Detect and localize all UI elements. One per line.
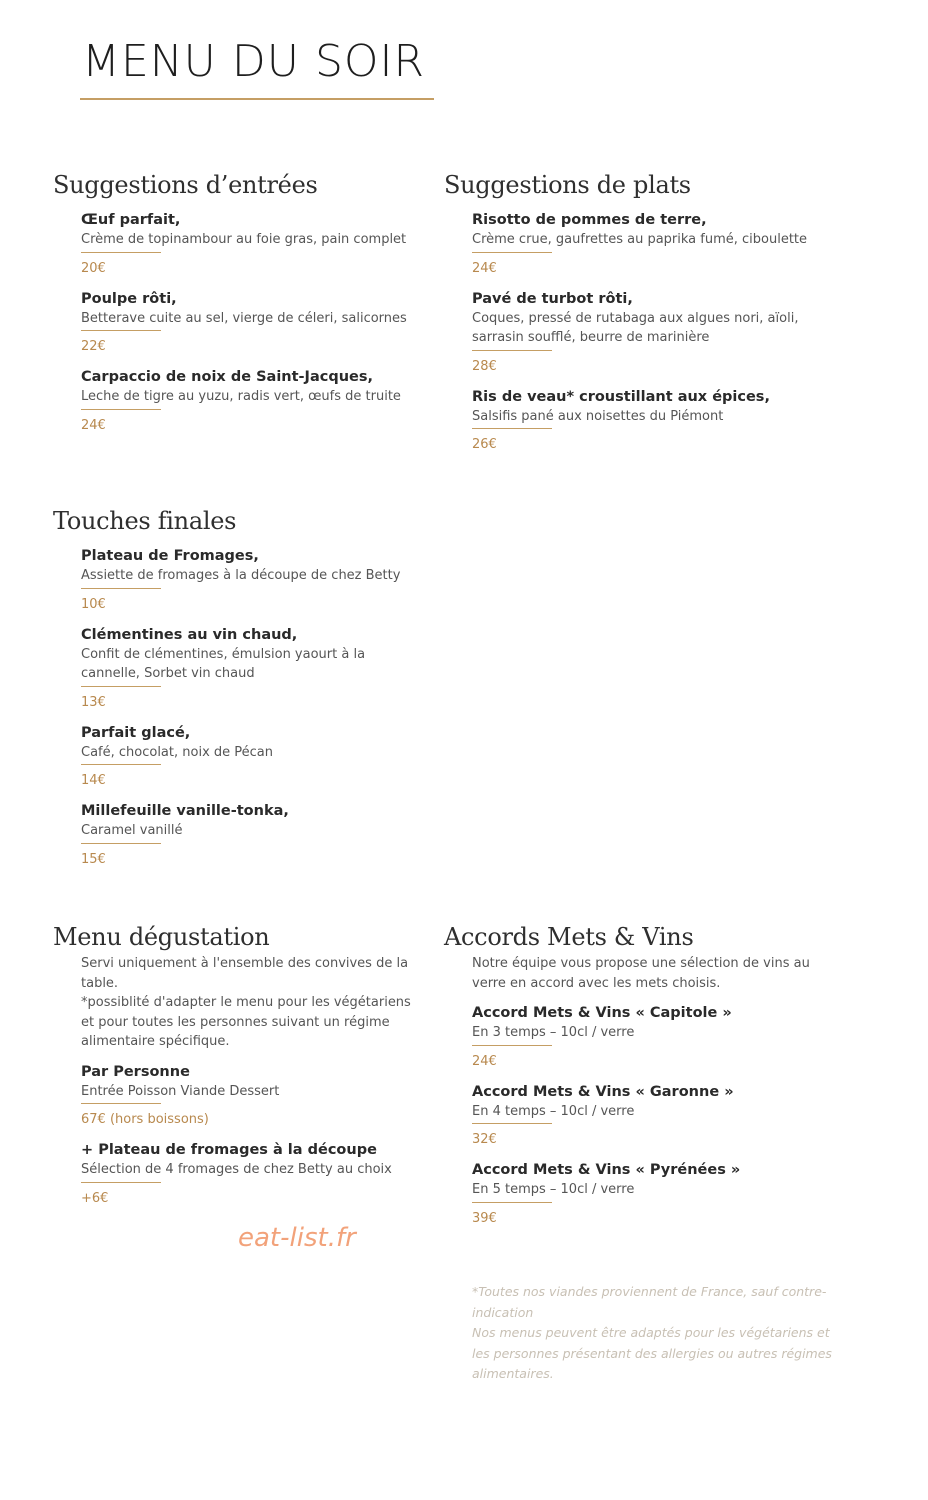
dish-price: +6€ (81, 1190, 109, 1206)
dish-price: 20€ (81, 260, 106, 276)
dish-carpaccio (81, 367, 461, 436)
dish-name: Millefeuille vanille-tonka, (81, 803, 289, 819)
section-intro (472, 954, 817, 993)
section-title-degustation: Menu dégustation (53, 923, 270, 951)
dish-parfait-glace (81, 723, 461, 792)
section-intro (81, 954, 426, 1052)
dish-description: Entrée Poisson Viande Dessert (81, 1082, 426, 1107)
dish-name: Parfait glacé, (81, 724, 191, 741)
page-title: MENU DU SOIR (82, 36, 426, 87)
dish-name: Plateau de Fromages, (81, 548, 259, 564)
title-underline (80, 98, 434, 100)
dish-supplement-fromages (81, 1140, 461, 1209)
dish-name: + Plateau de fromages à la découpe (81, 1142, 377, 1158)
section-finales (53, 506, 461, 880)
dish-name: Pavé de turbot rôti, (472, 290, 633, 307)
dish-price: 24€ (472, 1053, 497, 1069)
dish-description: Café, chocolat, noix de Pécan (81, 743, 426, 768)
footnote-line: *Toutes nos viandes proviennent de France, sauf contre-indication (472, 1284, 827, 1320)
dish-accord-garonne (472, 1082, 852, 1151)
dish-risotto (472, 210, 852, 279)
dish-description: Betterave cuite au sel, vierge de céleri, salicornes (81, 309, 426, 334)
dish-description: Confit de clémentines, émulsion yaourt à la cannelle, Sorbet vin chaud (81, 645, 426, 689)
footnote (472, 1282, 832, 1385)
dish-description: Assiette de fromages à la découpe de chez Betty (81, 566, 426, 591)
dish-price: 67€ (hors boissons) (81, 1112, 209, 1127)
dish-price: 26€ (472, 437, 497, 452)
footnote-line: Nos menus peuvent être adaptés pour les végétariens et les personnes présentant des allergies ou autres régimes alimentaires. (472, 1325, 832, 1381)
section-entrees (53, 170, 461, 446)
dish-name: Carpaccio de noix de Saint-Jacques, (81, 369, 374, 385)
section-title-finales: Touches finales (53, 507, 237, 535)
dish-description: En 3 temps – 10cl / verre (472, 1023, 817, 1048)
dish-price: 24€ (472, 260, 497, 276)
dish-price: 22€ (81, 339, 106, 354)
intro-line: *possiblité d'adapter le menu pour les végétariens et pour toutes les personnes suivant un régime alimentaire spécifique. (81, 995, 411, 1049)
dish-name: Accord Mets & Vins « Garonne » (472, 1083, 734, 1100)
dish-description: Caramel vanillé (81, 821, 426, 846)
dish-name: Par Personne (81, 1063, 190, 1080)
dish-description: Crème crue, gaufrettes au paprika fumé, ciboulette (472, 230, 817, 255)
dish-ris-de-veau (472, 387, 852, 456)
dish-price: 32€ (472, 1132, 497, 1147)
dish-name: Risotto de pommes de terre, (472, 212, 707, 228)
dish-price: 13€ (81, 694, 106, 710)
dish-description: Crème de topinambour au foie gras, pain complet (81, 230, 426, 255)
dish-description: Sélection de 4 fromages de chez Betty au choix (81, 1160, 426, 1185)
dish-name: Accord Mets & Vins « Pyrénées » (472, 1162, 741, 1178)
watermark: eat-list.fr (238, 1223, 356, 1253)
dish-name: Œuf parfait, (81, 212, 181, 228)
dish-accord-capitole (472, 1003, 852, 1072)
dish-name: Poulpe rôti, (81, 290, 177, 307)
dish-clementines (81, 625, 461, 713)
dish-price: 14€ (81, 773, 106, 788)
dish-oeuf-parfait (81, 210, 461, 279)
section-accords (444, 922, 852, 1239)
section-title-plats: Suggestions de plats (444, 171, 691, 199)
dish-par-personne (81, 1062, 461, 1131)
dish-description: En 5 temps – 10cl / verre (472, 1180, 817, 1205)
dish-price: 39€ (472, 1210, 497, 1226)
dish-millefeuille (81, 801, 461, 870)
dish-description: Leche de tigre au yuzu, radis vert, œufs de truite (81, 387, 426, 412)
dish-turbot (472, 289, 852, 377)
dish-poulpe-roti (81, 289, 461, 358)
section-plats (444, 170, 852, 465)
section-title-accords: Accords Mets & Vins (444, 923, 694, 951)
dish-plateau-fromages (81, 546, 461, 615)
dish-price: 24€ (81, 417, 106, 433)
section-degustation (53, 922, 461, 1219)
dish-name: Ris de veau* croustillant aux épices, (472, 388, 770, 405)
dish-price: 15€ (81, 851, 106, 867)
intro-line: Servi uniquement à l'ensemble des convives de la table. (81, 956, 409, 991)
dish-accord-pyrenees (472, 1160, 852, 1229)
dish-price: 28€ (472, 358, 497, 374)
dish-description: En 4 temps – 10cl / verre (472, 1102, 817, 1127)
dish-description: Salsifis pané aux noisettes du Piémont (472, 407, 817, 432)
dish-name: Clémentines au vin chaud, (81, 626, 298, 643)
section-title-entrees: Suggestions d’entrées (53, 171, 318, 199)
dish-price: 10€ (81, 596, 106, 612)
dish-description: Coques, pressé de rutabaga aux algues nori, aïoli, sarrasin soufflé, beurre de marinière (472, 309, 817, 353)
intro-line: Notre équipe vous propose une sélection de vins au verre en accord avec les mets choisis. (472, 956, 810, 991)
dish-name: Accord Mets & Vins « Capitole » (472, 1005, 732, 1021)
